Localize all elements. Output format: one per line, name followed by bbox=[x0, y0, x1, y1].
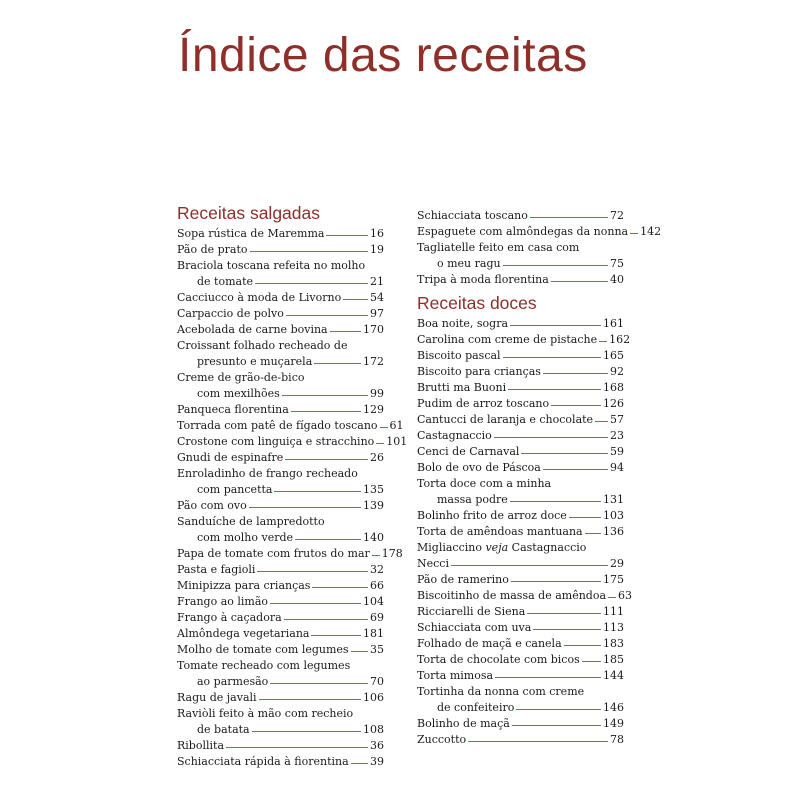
index-entry bbox=[177, 450, 384, 466]
page-number: 149 bbox=[603, 717, 624, 730]
left-column bbox=[177, 203, 408, 770]
index-entry bbox=[177, 626, 384, 642]
page-number: 170 bbox=[363, 323, 384, 336]
entry-name: o meu ragu bbox=[437, 257, 501, 270]
entry-name: Necci bbox=[417, 557, 449, 570]
entry-name: Schiacciata rápida à fiorentina bbox=[177, 755, 349, 768]
page-number: 178 bbox=[381, 547, 403, 560]
index-entry bbox=[417, 540, 624, 556]
leader-line bbox=[285, 459, 368, 460]
index-entry bbox=[177, 514, 384, 530]
index-entry bbox=[417, 224, 662, 240]
entry-name: Braciola toscana refeita no molho bbox=[177, 259, 366, 272]
leader-line bbox=[582, 661, 601, 662]
entry-name: Boa noite, sogra bbox=[417, 317, 509, 330]
index-entry bbox=[417, 524, 624, 540]
entry-name: Espaguete com almôndegas da nonna bbox=[417, 225, 629, 238]
entry-name: Tomate recheado com legumes bbox=[177, 659, 351, 672]
entry-list-doces bbox=[417, 316, 633, 748]
index-entry bbox=[417, 636, 624, 652]
leader-line bbox=[508, 389, 601, 390]
entry-name: Ribollita bbox=[177, 739, 224, 752]
index-entry bbox=[177, 546, 403, 562]
index-entry bbox=[177, 306, 384, 322]
entry-name: Tagliatelle feito em casa com bbox=[417, 241, 580, 254]
leader-line bbox=[311, 635, 361, 636]
right-column bbox=[417, 208, 662, 748]
page-number: 61 bbox=[389, 419, 404, 432]
index-entry bbox=[177, 690, 384, 706]
leader-line bbox=[451, 565, 608, 566]
entry-name: Cantucci de laranja e chocolate bbox=[417, 413, 594, 426]
page-number: 162 bbox=[609, 333, 631, 346]
entry-name: Torta doce com a minha bbox=[417, 477, 552, 490]
page-number: 29 bbox=[610, 557, 624, 570]
page-number: 135 bbox=[363, 483, 384, 496]
leader-line bbox=[259, 699, 361, 700]
index-entry bbox=[417, 492, 624, 508]
entry-name: Crostone com linguiça e stracchino bbox=[177, 435, 375, 448]
leader-line bbox=[516, 709, 601, 710]
leader-line bbox=[274, 491, 361, 492]
page-number: 144 bbox=[603, 669, 624, 682]
entry-name: Frango à caçadora bbox=[177, 611, 282, 624]
entry-name: Pão com ovo bbox=[177, 499, 247, 512]
entry-name: Torta de chocolate com bicos bbox=[417, 653, 580, 666]
entry-name: ao parmesão bbox=[197, 675, 269, 688]
leader-line bbox=[314, 363, 361, 364]
leader-line bbox=[585, 533, 601, 534]
index-entry bbox=[177, 226, 384, 242]
entry-name: Folhado de maçã e canela bbox=[417, 637, 562, 650]
leader-line bbox=[551, 405, 601, 406]
index-entry bbox=[417, 396, 624, 412]
index-entry bbox=[177, 658, 384, 674]
entry-name: Ragu de javali bbox=[177, 691, 257, 704]
leader-line bbox=[543, 469, 608, 470]
page-number: 129 bbox=[363, 403, 384, 416]
page-number: 131 bbox=[603, 493, 624, 506]
page-number: 94 bbox=[610, 461, 624, 474]
index-entry bbox=[177, 530, 384, 546]
leader-line bbox=[380, 427, 388, 428]
leader-line bbox=[630, 233, 638, 234]
entry-name: Pão de prato bbox=[177, 243, 248, 256]
page-number: 57 bbox=[610, 413, 624, 426]
leader-line bbox=[255, 283, 368, 284]
entry-name: Biscoito pascal bbox=[417, 349, 501, 362]
page-number: 40 bbox=[610, 273, 624, 286]
page-number: 165 bbox=[603, 349, 624, 362]
page-number: 69 bbox=[370, 611, 384, 624]
entry-name: Brutti ma Buoni bbox=[417, 381, 507, 394]
section-title-doces: Receitas doces bbox=[417, 293, 537, 313]
entry-name: Cacciucco à moda de Livorno bbox=[177, 291, 342, 304]
page-number: 103 bbox=[603, 509, 624, 522]
entry-name: de confeiteiro bbox=[437, 701, 515, 714]
index-entry bbox=[417, 732, 624, 748]
index-entry bbox=[177, 418, 404, 434]
index-entry bbox=[417, 460, 624, 476]
page-number: 78 bbox=[610, 733, 624, 746]
page-number: 168 bbox=[603, 381, 624, 394]
page-number: 54 bbox=[370, 291, 384, 304]
entry-name: Raviòli feito à mão com recheio bbox=[177, 707, 354, 720]
index-entry bbox=[417, 716, 624, 732]
entry-name: Pudim de arroz toscano bbox=[417, 397, 550, 410]
entry-name: Pão de ramerino bbox=[417, 573, 509, 586]
leader-line bbox=[291, 411, 361, 412]
index-entry bbox=[417, 412, 624, 428]
page-number: 26 bbox=[370, 451, 384, 464]
entry-name: Almôndega vegetariana bbox=[177, 627, 310, 640]
entry-name: Torrada com patê de fígado toscano bbox=[177, 419, 378, 432]
index-entry bbox=[417, 684, 624, 700]
index-entry bbox=[417, 652, 624, 668]
leader-line bbox=[250, 251, 368, 252]
entry-name: Migliaccino veja Castagnaccio bbox=[417, 541, 587, 554]
index-entry bbox=[177, 274, 384, 290]
entry-name: Sanduíche de lampredotto bbox=[177, 515, 325, 528]
leader-line bbox=[282, 395, 368, 396]
entry-name: Gnudi de espinafre bbox=[177, 451, 284, 464]
index-entry bbox=[417, 620, 624, 636]
leader-line bbox=[312, 587, 368, 588]
leader-line bbox=[511, 581, 601, 582]
leader-line bbox=[533, 629, 601, 630]
leader-line bbox=[249, 507, 361, 508]
index-entry bbox=[177, 338, 384, 354]
entry-name: Papa de tomate com frutos do mar bbox=[177, 547, 370, 560]
entry-name: Sopa rústica de Maremma bbox=[177, 227, 325, 240]
page-number: 16 bbox=[370, 227, 384, 240]
index-entry bbox=[177, 370, 384, 386]
entry-name: Schiacciata com uva bbox=[417, 621, 532, 634]
leader-line bbox=[608, 597, 616, 598]
page-number: 172 bbox=[363, 355, 384, 368]
entry-name: Cenci de Carnaval bbox=[417, 445, 520, 458]
page-number: 139 bbox=[363, 499, 384, 512]
index-entry bbox=[417, 700, 624, 716]
page-number: 146 bbox=[603, 701, 624, 714]
page-number: 181 bbox=[363, 627, 384, 640]
index-entry bbox=[417, 240, 624, 256]
entry-name: Carolina com creme de pistache bbox=[417, 333, 598, 346]
page-number: 101 bbox=[386, 435, 408, 448]
index-entry bbox=[417, 256, 624, 272]
leader-line bbox=[284, 619, 368, 620]
leader-line bbox=[270, 683, 368, 684]
page-number: 175 bbox=[603, 573, 624, 586]
entry-name: Torta de amêndoas mantuana bbox=[417, 525, 583, 538]
section-title-salgadas: Receitas salgadas bbox=[177, 203, 320, 223]
entry-name: Bolinho de maçã bbox=[417, 717, 510, 730]
page-number: 59 bbox=[610, 445, 624, 458]
page-number: 35 bbox=[370, 643, 384, 656]
entry-name: Zuccotto bbox=[417, 733, 467, 746]
leader-line bbox=[326, 235, 368, 236]
entry-name: Carpaccio de polvo bbox=[177, 307, 284, 320]
index-entry bbox=[177, 722, 384, 738]
page-number: 23 bbox=[610, 429, 624, 442]
page-number: 111 bbox=[603, 605, 624, 618]
index-entry bbox=[417, 508, 624, 524]
entry-name: Molho de tomate com legumes bbox=[177, 643, 349, 656]
leader-line bbox=[527, 613, 601, 614]
leader-line bbox=[551, 281, 608, 282]
index-entry bbox=[177, 706, 384, 722]
page-number: 32 bbox=[370, 563, 384, 576]
index-entry bbox=[177, 354, 384, 370]
page-number: 39 bbox=[370, 755, 384, 768]
entry-name: Frango ao limão bbox=[177, 595, 269, 608]
index-entry bbox=[417, 208, 624, 224]
entry-name: Croissant folhado recheado de bbox=[177, 339, 348, 352]
page-number: 136 bbox=[603, 525, 624, 538]
index-entry bbox=[177, 290, 384, 306]
leader-line bbox=[503, 357, 601, 358]
index-entry bbox=[177, 386, 384, 402]
entry-name: Acebolada de carne bovina bbox=[177, 323, 328, 336]
index-entry bbox=[417, 364, 624, 380]
page-number: 99 bbox=[370, 387, 384, 400]
leader-line bbox=[376, 443, 384, 444]
leader-line bbox=[494, 437, 608, 438]
leader-line bbox=[510, 325, 601, 326]
page-number: 70 bbox=[370, 675, 384, 688]
entry-list-continued bbox=[417, 208, 662, 288]
entry-name: presunto e muçarela bbox=[197, 355, 313, 368]
index-entry bbox=[177, 466, 384, 482]
leader-line bbox=[543, 373, 608, 374]
page-title: Índice das receitas bbox=[178, 29, 588, 82]
page-number: 19 bbox=[370, 243, 384, 256]
entry-list-salgadas bbox=[177, 226, 408, 770]
leader-line bbox=[252, 731, 361, 732]
index-entry bbox=[417, 668, 624, 684]
leader-line bbox=[372, 555, 380, 556]
leader-line bbox=[564, 645, 601, 646]
page-number: 63 bbox=[618, 589, 633, 602]
page-number: 161 bbox=[603, 317, 624, 330]
index-entry bbox=[417, 572, 624, 588]
index-entry bbox=[177, 594, 384, 610]
index-entry bbox=[177, 402, 384, 418]
index-entry bbox=[177, 258, 384, 274]
leader-line bbox=[530, 217, 608, 218]
entry-name: Panqueca florentina bbox=[177, 403, 289, 416]
entry-name: Ricciarelli de Siena bbox=[417, 605, 526, 618]
leader-line bbox=[503, 265, 608, 266]
entry-name: Enroladinho de frango recheado bbox=[177, 467, 358, 480]
index-entry bbox=[177, 242, 384, 258]
page-number: 183 bbox=[603, 637, 624, 650]
entry-name: de batata bbox=[197, 723, 250, 736]
index-entry bbox=[177, 562, 384, 578]
leader-line bbox=[295, 539, 361, 540]
leader-line bbox=[226, 747, 368, 748]
page-number: 113 bbox=[603, 621, 624, 634]
leader-line bbox=[512, 725, 601, 726]
entry-name: Bolinho frito de arroz doce bbox=[417, 509, 567, 522]
page-number: 142 bbox=[640, 225, 662, 238]
index-entry bbox=[417, 316, 624, 332]
entry-name: Minipizza para crianças bbox=[177, 579, 311, 592]
index-entry bbox=[177, 642, 384, 658]
page-number: 104 bbox=[363, 595, 384, 608]
entry-name: com molho verde bbox=[197, 531, 294, 544]
page-number: 108 bbox=[363, 723, 384, 736]
leader-line bbox=[343, 299, 368, 300]
entry-name: Tripa à moda florentina bbox=[417, 273, 549, 286]
index-entry bbox=[177, 674, 384, 690]
index-entry bbox=[417, 272, 624, 288]
page-number: 21 bbox=[370, 275, 384, 288]
entry-name: Bolo de ovo de Páscoa bbox=[417, 461, 541, 474]
leader-line bbox=[510, 501, 601, 502]
entry-name: Castagnaccio bbox=[417, 429, 492, 442]
page-number: 72 bbox=[610, 209, 624, 222]
leader-line bbox=[351, 651, 368, 652]
page-number: 126 bbox=[603, 397, 624, 410]
entry-name: Torta mimosa bbox=[417, 669, 494, 682]
index-entry bbox=[417, 588, 633, 604]
leader-line bbox=[330, 331, 361, 332]
leader-line bbox=[468, 741, 608, 742]
entry-name: com pancetta bbox=[197, 483, 273, 496]
entry-name: Creme de grão-de-bico bbox=[177, 371, 305, 384]
leader-line bbox=[257, 571, 368, 572]
entry-name: massa podre bbox=[437, 493, 508, 506]
leader-line bbox=[286, 315, 368, 316]
page-number: 185 bbox=[603, 653, 624, 666]
entry-name: Schiacciata toscano bbox=[417, 209, 528, 222]
page-number: 66 bbox=[370, 579, 384, 592]
leader-line bbox=[569, 517, 601, 518]
index-entry bbox=[177, 434, 408, 450]
index-entry bbox=[417, 604, 624, 620]
entry-name: de tomate bbox=[197, 275, 254, 288]
index-entry bbox=[417, 348, 624, 364]
index-entry bbox=[177, 754, 384, 770]
index-entry bbox=[177, 498, 384, 514]
index-entry bbox=[177, 738, 384, 754]
page-number: 140 bbox=[363, 531, 384, 544]
entry-name: Tortinha da nonna com creme bbox=[417, 685, 585, 698]
leader-line bbox=[521, 453, 608, 454]
index-entry bbox=[417, 332, 631, 348]
index-entry bbox=[177, 578, 384, 594]
index-entry bbox=[177, 610, 384, 626]
leader-line bbox=[495, 677, 601, 678]
page-number: 92 bbox=[610, 365, 624, 378]
index-entry bbox=[177, 322, 384, 338]
index-entry bbox=[417, 428, 624, 444]
page-number: 75 bbox=[610, 257, 624, 270]
index-entry bbox=[177, 482, 384, 498]
leader-line bbox=[595, 421, 608, 422]
index-entry bbox=[417, 380, 624, 396]
leader-line bbox=[351, 763, 368, 764]
page-number: 36 bbox=[370, 739, 384, 752]
leader-line bbox=[270, 603, 361, 604]
index-entry bbox=[417, 444, 624, 460]
entry-name: Biscoito para crianças bbox=[417, 365, 541, 378]
page-number: 106 bbox=[363, 691, 384, 704]
leader-line bbox=[599, 341, 607, 342]
entry-name: com mexilhões bbox=[197, 387, 280, 400]
entry-name: Pasta e fagioli bbox=[177, 563, 256, 576]
index-entry bbox=[417, 476, 624, 492]
index-entry bbox=[417, 556, 624, 572]
entry-name: Biscoitinho de massa de amêndoa bbox=[417, 589, 607, 602]
page-number: 97 bbox=[370, 307, 384, 320]
